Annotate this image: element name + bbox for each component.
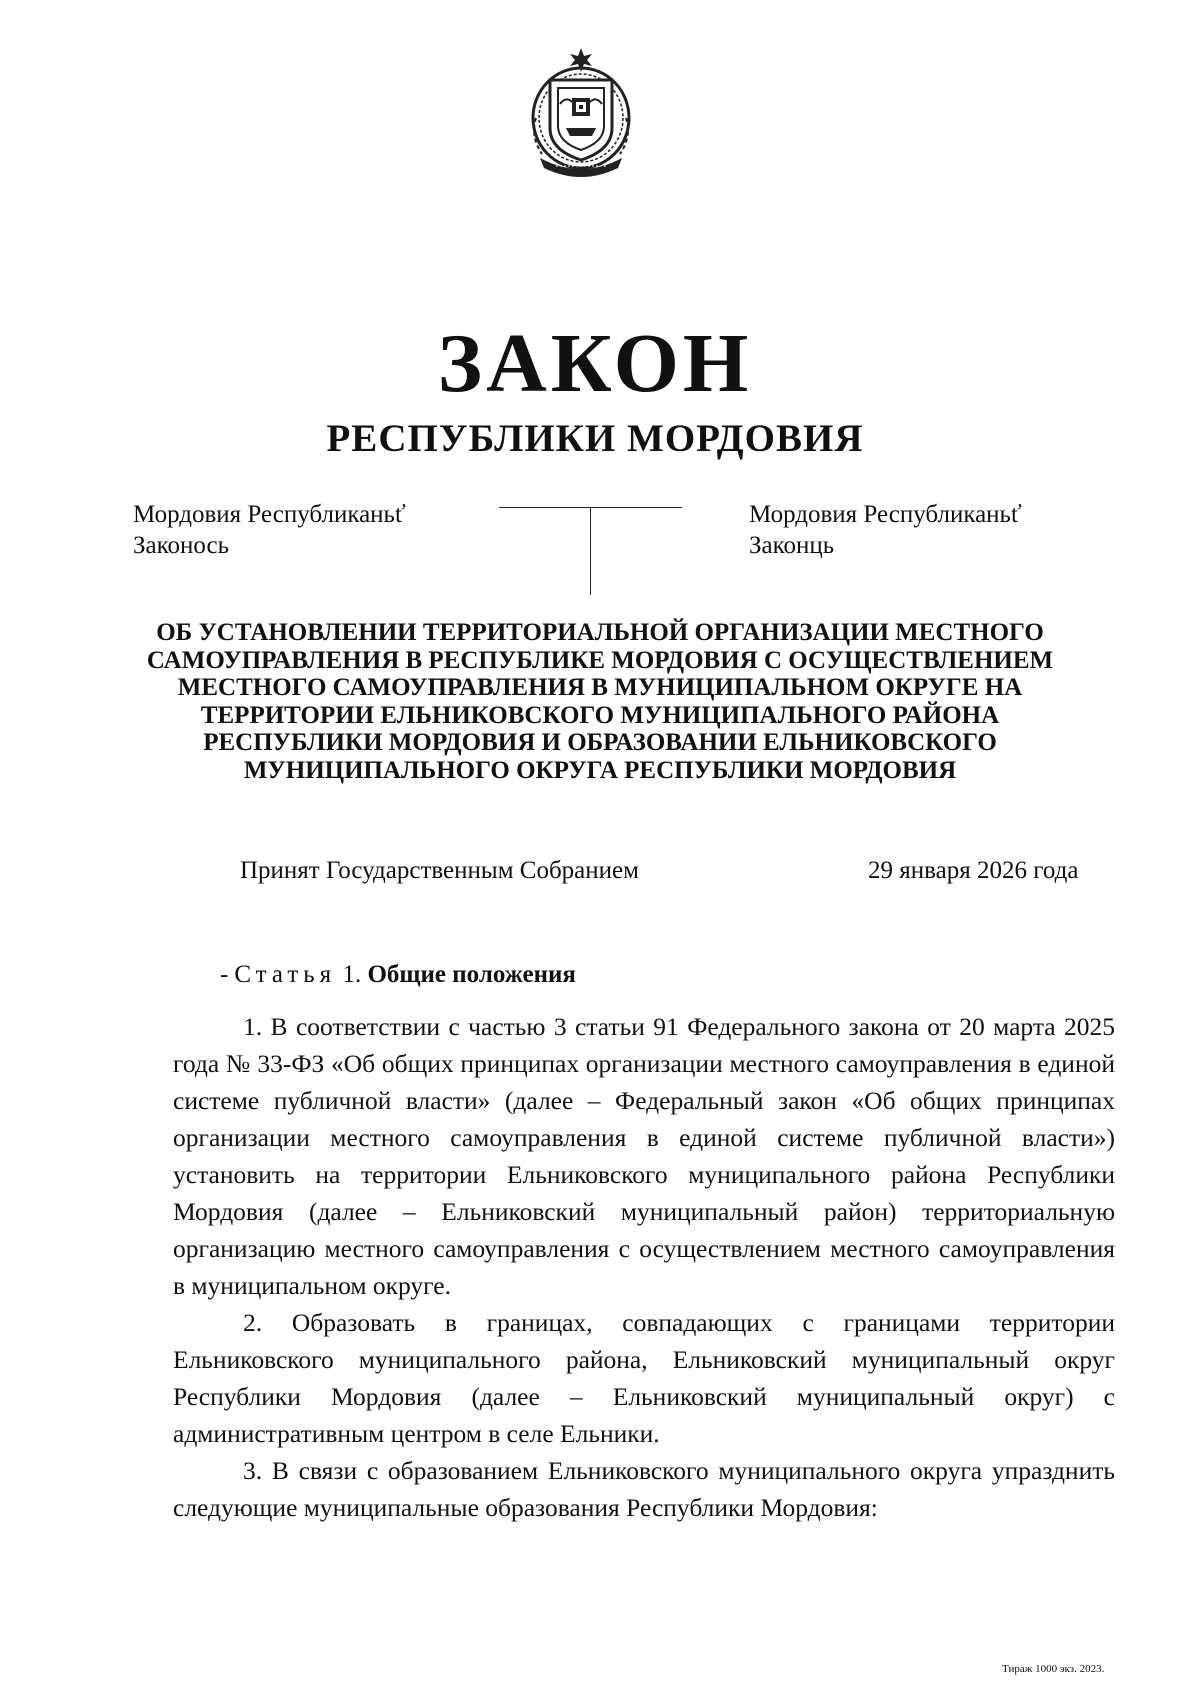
mordovian-title-right-line2: Законць — [749, 532, 835, 559]
mordovian-title-left-line1: Мордовия Республиканьť — [133, 501, 406, 528]
mordovian-title-right — [749, 499, 1022, 561]
mordovia-coat-of-arms-icon — [526, 46, 636, 186]
mordovian-title-left — [133, 499, 406, 561]
law-heading — [130, 619, 1070, 784]
law-heading-line: РЕСПУБЛИКИ МОРДОВИЯ И ОБРАЗОВАНИИ ЕЛЬНИКОВСКОГО — [203, 729, 997, 756]
paragraph: 3. В связи с образованием Ельниковского муниципального округа упразднить следующие муниципальные образования Республики Мордовия: — [173, 1456, 1115, 1522]
adoption-date: 29 января 2026 года — [868, 857, 1079, 884]
law-heading-line: ТЕРРИТОРИИ ЕЛЬНИКОВСКОГО МУНИЦИПАЛЬНОГО РАЙОНА — [200, 701, 1000, 729]
paragraph: 1. В соответствии с частью 3 статьи 91 Федерального закона от 20 марта 2025 года № 33-ФЗ «Об общих принципах организации местного самоуправления в единой системе публичной власти» (далее – Федеральный закон «Об общих принципах организации местного самоуправления в единой системе публичной власти») установить на территории Ельниковского муниципального района Республики Мордовия (далее – Ельниковский муниципальный район) территориальную организацию местного самоуправления с осуществлением местного самоуправления в муниципальном округе. — [173, 1012, 1115, 1300]
law-heading-line: МЕСТНОГО САМОУПРАВЛЕНИЯ В МУНИЦИПАЛЬНОМ ОКРУГЕ НА — [177, 674, 1023, 701]
article-header — [220, 960, 576, 990]
header-divider-vertical — [590, 507, 591, 595]
law-heading-line: САМОУПРАВЛЕНИЯ В РЕСПУБЛИКЕ МОРДОВИЯ С ОСУЩЕСТВЛЕНИЕМ — [146, 646, 1054, 674]
mordovian-title-right-line1: Мордовия Республиканьť — [749, 501, 1022, 528]
adopted-by-body: Принят Государственным Собранием — [240, 857, 639, 884]
mordovian-title-left-line2: Законось — [133, 532, 229, 559]
article-number: 1. — [342, 961, 362, 988]
document-authority-subtitle: РЕСПУБЛИКИ МОРДОВИЯ — [326, 417, 864, 460]
article-word: Статья — [234, 961, 337, 988]
law-heading-line: МУНИЦИПАЛЬНОГО ОКРУГА РЕСПУБЛИКИ МОРДОВИЯ — [243, 756, 957, 784]
law-heading-line: ОБ УСТАНОВЛЕНИИ ТЕРРИТОРИАЛЬНОЙ ОРГАНИЗАЦИИ МЕСТНОГО — [156, 619, 1044, 646]
article-body — [173, 1008, 1115, 1526]
article-dash: - — [220, 961, 229, 988]
article-name: Общие положения — [367, 961, 576, 988]
print-run-footer: Тираж 1000 экз. 2023. — [1002, 1663, 1105, 1675]
document-type-title: ЗАКОН — [437, 317, 753, 410]
paragraph: 2. Образовать в границах, совпадающих с границами территории Ельниковского муниципального района, Ельниковский муниципальный округ Республики Мордовия (далее – Ельниковский муниципальный округ) с административным центром в селе Ельники. — [173, 1308, 1115, 1448]
